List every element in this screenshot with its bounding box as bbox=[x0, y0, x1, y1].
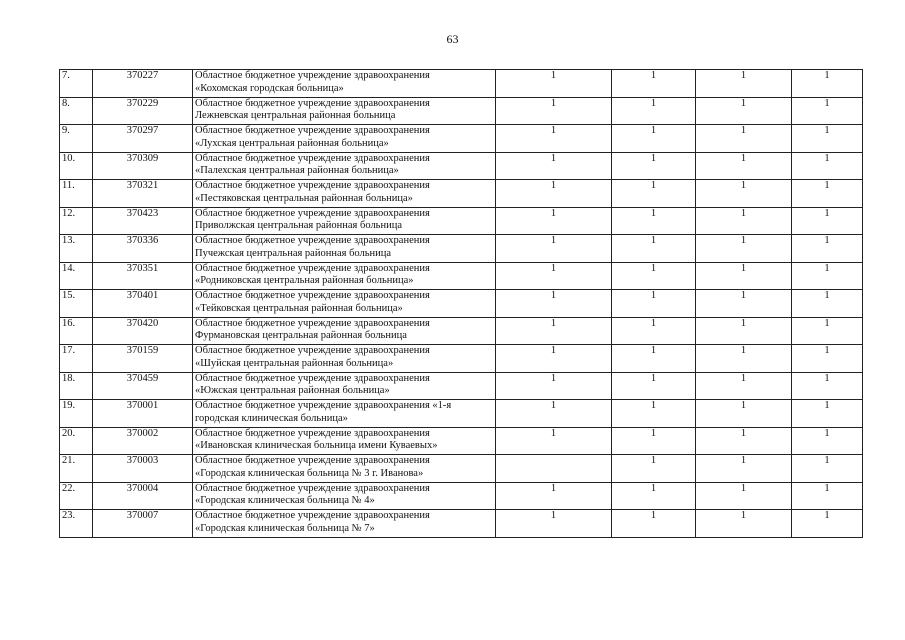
value-cell-3: 1 bbox=[696, 152, 792, 180]
value-cell-1 bbox=[496, 455, 612, 483]
row-number-cell: 15. bbox=[60, 290, 93, 318]
row-number-cell: 20. bbox=[60, 427, 93, 455]
hospital-table bbox=[59, 69, 863, 538]
institution-name-line-1: Областное бюджетное учреждение здравоохранения bbox=[195, 510, 430, 521]
institution-name-line-2: Лежневская центральная районная больница bbox=[195, 110, 396, 121]
institution-name-cell bbox=[193, 510, 496, 538]
institution-name-cell bbox=[193, 455, 496, 483]
institution-name-line-2: «Кохомская городская больница» bbox=[195, 82, 344, 94]
value-cell-3: 1 bbox=[696, 510, 792, 538]
value-cell-1: 1 bbox=[496, 180, 612, 208]
value-cell-4: 1 bbox=[792, 427, 863, 455]
value-cell-4: 1 bbox=[792, 372, 863, 400]
institution-code-cell: 370459 bbox=[93, 372, 193, 400]
value-cell-1: 1 bbox=[496, 262, 612, 290]
row-number-cell: 18. bbox=[60, 372, 93, 400]
table-row bbox=[60, 70, 863, 98]
institution-name-cell bbox=[193, 372, 496, 400]
table-row bbox=[60, 482, 863, 510]
institution-name-cell bbox=[193, 400, 496, 428]
value-cell-2: 1 bbox=[612, 317, 696, 345]
institution-name-cell bbox=[193, 70, 496, 98]
value-cell-3: 1 bbox=[696, 207, 792, 235]
table-row bbox=[60, 207, 863, 235]
table-row bbox=[60, 125, 863, 153]
institution-name-line-2: «Городская клиническая больница № 3 г. Иванова» bbox=[195, 467, 424, 479]
table-row bbox=[60, 510, 863, 538]
value-cell-3: 1 bbox=[696, 400, 792, 428]
value-cell-4: 1 bbox=[792, 262, 863, 290]
institution-name-line-2: городская клиническая больница» bbox=[195, 412, 348, 424]
institution-name-line-1: Областное бюджетное учреждение здравоохранения bbox=[195, 125, 430, 136]
value-cell-1: 1 bbox=[496, 290, 612, 318]
institution-name-line-1: Областное бюджетное учреждение здравоохранения bbox=[195, 345, 430, 356]
row-number-cell: 11. bbox=[60, 180, 93, 208]
table-row bbox=[60, 97, 863, 125]
institution-code-cell: 370001 bbox=[93, 400, 193, 428]
institution-name-cell bbox=[193, 125, 496, 153]
institution-code-cell: 370336 bbox=[93, 235, 193, 263]
page-number: 63 bbox=[446, 32, 459, 46]
value-cell-4: 1 bbox=[792, 125, 863, 153]
institution-code-cell: 370159 bbox=[93, 345, 193, 373]
value-cell-3: 1 bbox=[696, 372, 792, 400]
institution-name-line-2: «Тейковская центральная районная больница» bbox=[195, 302, 403, 314]
institution-name-line-1: Областное бюджетное учреждение здравоохранения bbox=[195, 372, 430, 384]
institution-name-line-2: «Ивановская клиническая больница имени Куваевых» bbox=[195, 440, 438, 451]
institution-name-line-2: Приволжская центральная районная больница bbox=[195, 220, 402, 231]
value-cell-3: 1 bbox=[696, 180, 792, 208]
value-cell-1: 1 bbox=[496, 372, 612, 400]
value-cell-3: 1 bbox=[696, 125, 792, 153]
institution-name-line-2: «Пестяковская центральная районная больница» bbox=[195, 192, 413, 204]
institution-name-cell bbox=[193, 427, 496, 455]
table-row bbox=[60, 180, 863, 208]
institution-name-cell bbox=[193, 317, 496, 345]
table-row bbox=[60, 372, 863, 400]
institution-code-cell: 370229 bbox=[93, 97, 193, 125]
table-row bbox=[60, 400, 863, 428]
value-cell-3: 1 bbox=[696, 317, 792, 345]
table-row bbox=[60, 455, 863, 483]
institution-name-cell bbox=[193, 345, 496, 373]
value-cell-4: 1 bbox=[792, 510, 863, 538]
table-row bbox=[60, 152, 863, 180]
row-number-cell: 12. bbox=[60, 207, 93, 235]
value-cell-4: 1 bbox=[792, 455, 863, 483]
institution-name-cell bbox=[193, 482, 496, 510]
institution-name-line-1: Областное бюджетное учреждение здравоохранения bbox=[195, 70, 430, 81]
value-cell-4: 1 bbox=[792, 400, 863, 428]
value-cell-2: 1 bbox=[612, 70, 696, 98]
table-body bbox=[60, 70, 863, 538]
value-cell-3: 1 bbox=[696, 97, 792, 125]
value-cell-1: 1 bbox=[496, 97, 612, 125]
value-cell-2: 1 bbox=[612, 290, 696, 318]
institution-name-line-2: «Городская клиническая больница № 4» bbox=[195, 495, 375, 506]
institution-name-line-1: Областное бюджетное учреждение здравоохранения bbox=[195, 207, 430, 219]
value-cell-1: 1 bbox=[496, 345, 612, 373]
value-cell-4: 1 bbox=[792, 235, 863, 263]
value-cell-2: 1 bbox=[612, 180, 696, 208]
value-cell-1: 1 bbox=[496, 125, 612, 153]
institution-code-cell: 370002 bbox=[93, 427, 193, 455]
value-cell-1: 1 bbox=[496, 70, 612, 98]
value-cell-2: 1 bbox=[612, 235, 696, 263]
value-cell-2: 1 bbox=[612, 345, 696, 373]
row-number-cell: 13. bbox=[60, 235, 93, 263]
row-number-cell: 14. bbox=[60, 262, 93, 290]
value-cell-4: 1 bbox=[792, 97, 863, 125]
value-cell-2: 1 bbox=[612, 455, 696, 483]
value-cell-4: 1 bbox=[792, 180, 863, 208]
table-row bbox=[60, 290, 863, 318]
institution-name-line-1: Областное бюджетное учреждение здравоохранения bbox=[195, 97, 430, 109]
value-cell-1: 1 bbox=[496, 235, 612, 263]
institution-code-cell: 370401 bbox=[93, 290, 193, 318]
row-number-cell: 10. bbox=[60, 152, 93, 180]
institution-code-cell: 370003 bbox=[93, 455, 193, 483]
table-row bbox=[60, 317, 863, 345]
institution-name-cell bbox=[193, 235, 496, 263]
value-cell-1: 1 bbox=[496, 510, 612, 538]
value-cell-3: 1 bbox=[696, 455, 792, 483]
value-cell-2: 1 bbox=[612, 510, 696, 538]
row-number-cell: 23. bbox=[60, 510, 93, 538]
row-number-cell: 8. bbox=[60, 97, 93, 125]
institution-name-cell bbox=[193, 97, 496, 125]
value-cell-1: 1 bbox=[496, 482, 612, 510]
value-cell-1: 1 bbox=[496, 317, 612, 345]
row-number-cell: 21. bbox=[60, 455, 93, 483]
institution-name-line-2: «Родниковская центральная районная больница» bbox=[195, 275, 414, 286]
institution-code-cell: 370351 bbox=[93, 262, 193, 290]
institution-name-line-1: Областное бюджетное учреждение здравоохранения «1-я bbox=[195, 400, 452, 411]
value-cell-2: 1 bbox=[612, 97, 696, 125]
institution-name-cell bbox=[193, 180, 496, 208]
table-row bbox=[60, 427, 863, 455]
value-cell-2: 1 bbox=[612, 482, 696, 510]
institution-name-line-1: Областное бюджетное учреждение здравоохранения bbox=[195, 482, 430, 494]
row-number-cell: 22. bbox=[60, 482, 93, 510]
row-number-cell: 19. bbox=[60, 400, 93, 428]
institution-code-cell: 370297 bbox=[93, 125, 193, 153]
row-number-cell: 16. bbox=[60, 317, 93, 345]
value-cell-1: 1 bbox=[496, 427, 612, 455]
institution-name-line-2: «Южская центральная районная больница» bbox=[195, 385, 390, 396]
value-cell-1: 1 bbox=[496, 400, 612, 428]
institution-code-cell: 370309 bbox=[93, 152, 193, 180]
value-cell-4: 1 bbox=[792, 345, 863, 373]
value-cell-3: 1 bbox=[696, 262, 792, 290]
institution-code-cell: 370227 bbox=[93, 70, 193, 98]
institution-name-line-1: Областное бюджетное учреждение здравоохранения bbox=[195, 317, 430, 329]
institution-code-cell: 370423 bbox=[93, 207, 193, 235]
value-cell-4: 1 bbox=[792, 207, 863, 235]
institution-name-cell bbox=[193, 262, 496, 290]
value-cell-1: 1 bbox=[496, 152, 612, 180]
value-cell-4: 1 bbox=[792, 152, 863, 180]
institution-name-line-1: Областное бюджетное учреждение здравоохранения bbox=[195, 180, 430, 191]
value-cell-2: 1 bbox=[612, 400, 696, 428]
table-row bbox=[60, 235, 863, 263]
table-row bbox=[60, 262, 863, 290]
row-number-cell: 7. bbox=[60, 70, 93, 98]
institution-name-cell bbox=[193, 152, 496, 180]
row-number-cell: 9. bbox=[60, 125, 93, 153]
value-cell-4: 1 bbox=[792, 317, 863, 345]
value-cell-2: 1 bbox=[612, 372, 696, 400]
value-cell-3: 1 bbox=[696, 235, 792, 263]
institution-name-line-2: «Палехская центральная районная больница» bbox=[195, 165, 399, 176]
value-cell-4: 1 bbox=[792, 290, 863, 318]
institution-name-line-1: Областное бюджетное учреждение здравоохранения bbox=[195, 152, 430, 164]
institution-name-line-1: Областное бюджетное учреждение здравоохранения bbox=[195, 235, 430, 246]
institution-name-line-2: «Лухская центральная районная больница» bbox=[195, 137, 389, 149]
value-cell-4: 1 bbox=[792, 70, 863, 98]
value-cell-2: 1 bbox=[612, 152, 696, 180]
row-number-cell: 17. bbox=[60, 345, 93, 373]
institution-code-cell: 370321 bbox=[93, 180, 193, 208]
value-cell-2: 1 bbox=[612, 207, 696, 235]
table-row bbox=[60, 345, 863, 373]
institution-name-line-1: Областное бюджетное учреждение здравоохранения bbox=[195, 455, 430, 466]
institution-name-cell bbox=[193, 207, 496, 235]
value-cell-4: 1 bbox=[792, 482, 863, 510]
institution-name-line-2: Пучежская центральная районная больница bbox=[195, 247, 392, 259]
value-cell-2: 1 bbox=[612, 427, 696, 455]
value-cell-3: 1 bbox=[696, 427, 792, 455]
value-cell-2: 1 bbox=[612, 125, 696, 153]
value-cell-3: 1 bbox=[696, 70, 792, 98]
institution-code-cell: 370004 bbox=[93, 482, 193, 510]
value-cell-3: 1 bbox=[696, 482, 792, 510]
institution-code-cell: 370007 bbox=[93, 510, 193, 538]
institution-name-line-1: Областное бюджетное учреждение здравоохранения bbox=[195, 262, 430, 274]
institution-name-line-2: «Шуйская центральная районная больница» bbox=[195, 357, 394, 369]
institution-name-cell bbox=[193, 290, 496, 318]
institution-name-line-2: Фурмановская центральная районная больница bbox=[195, 330, 407, 341]
institution-name-line-2: «Городская клиническая больница № 7» bbox=[195, 522, 375, 534]
value-cell-3: 1 bbox=[696, 290, 792, 318]
institution-name-line-1: Областное бюджетное учреждение здравоохранения bbox=[195, 290, 430, 301]
institution-name-line-1: Областное бюджетное учреждение здравоохранения bbox=[195, 427, 430, 439]
value-cell-3: 1 bbox=[696, 345, 792, 373]
value-cell-2: 1 bbox=[612, 262, 696, 290]
institution-code-cell: 370420 bbox=[93, 317, 193, 345]
value-cell-1: 1 bbox=[496, 207, 612, 235]
